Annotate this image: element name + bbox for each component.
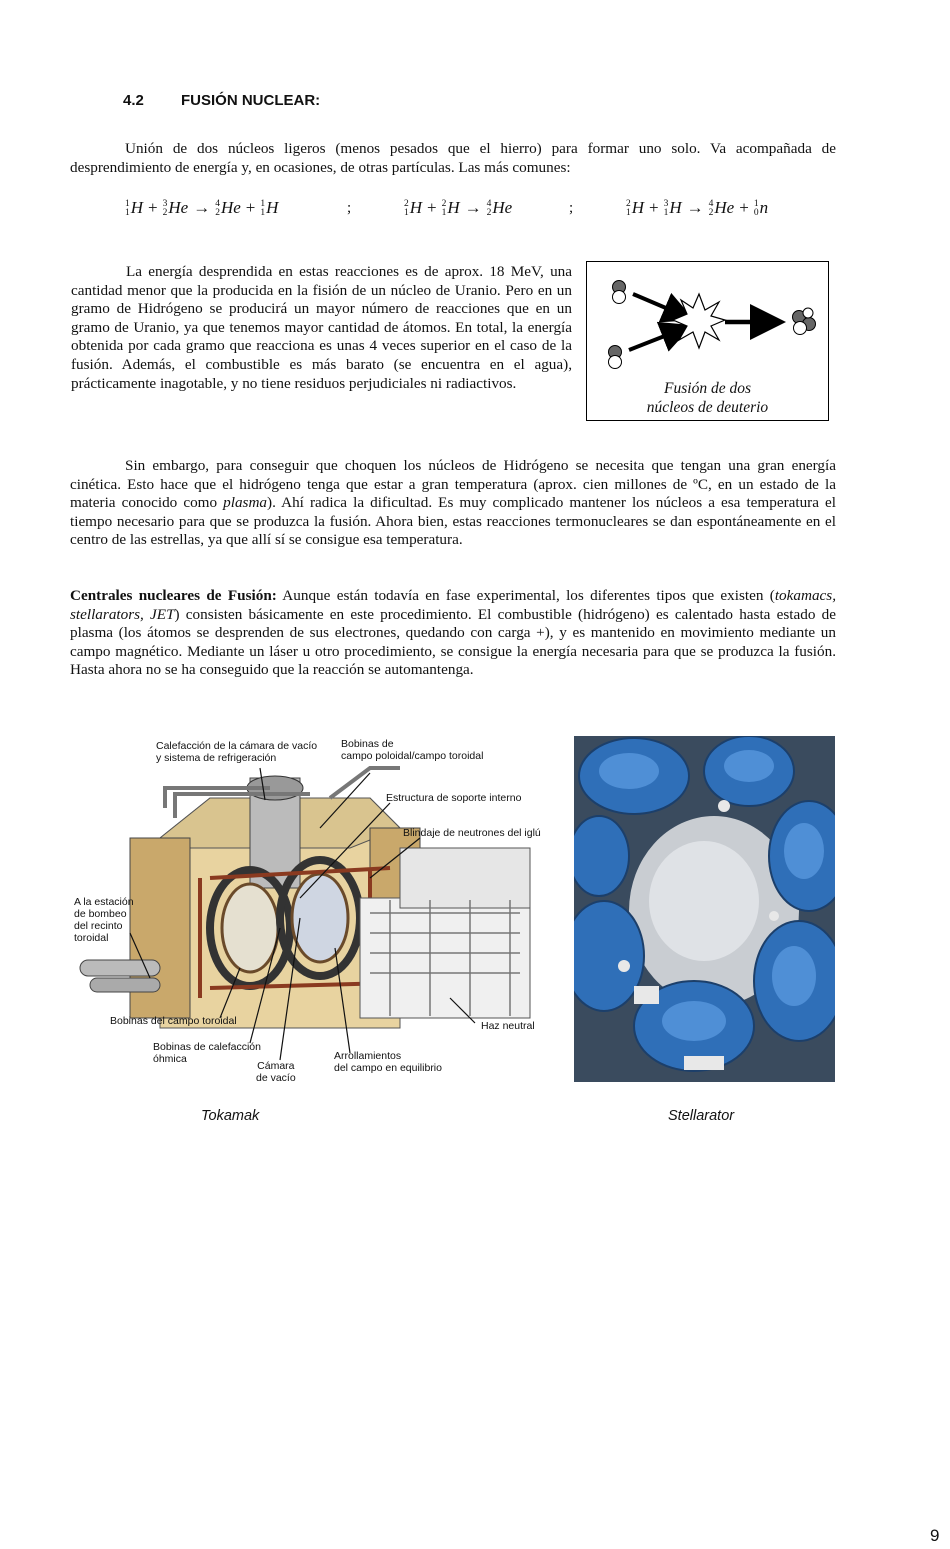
label-calefaccion: Calefacción de la cámara de vacío y sistema de refrigeración (156, 740, 318, 764)
nuclide: 2 1 H (404, 198, 423, 219)
temperature-paragraph (70, 457, 836, 550)
equation-operator: + (427, 198, 437, 217)
equation-3 (626, 198, 768, 218)
nuclide: 4 2 He (708, 198, 735, 219)
nuclide: 3 1 H (663, 198, 682, 219)
tokamak-illustration (70, 728, 560, 1098)
equation-operator: → (686, 198, 704, 217)
equation-operator: → (193, 198, 211, 217)
stellarator-drawing (574, 736, 835, 1082)
helium-nucleus (793, 308, 816, 335)
deuteron-bottom (609, 346, 622, 369)
equation-operator: + (245, 198, 256, 217)
caption-tokamak: Tokamak (201, 1108, 260, 1124)
label-blindaje: Blindaje de neutrones del iglú (403, 827, 541, 839)
label-estacion-bombeo: A la estación de bombeo del recinto toroidal (74, 896, 134, 944)
figure-caption-line-2: núcleos de deuterio (646, 399, 769, 416)
label-bobinas-toroidal: Bobinas del campo toroidal (110, 1015, 237, 1027)
section-title: FUSIÓN NUCLEAR: (181, 92, 321, 109)
fusion-plants-text-1: Aunque están todavía en fase experimental, los diferentes tipos que existen ( (276, 587, 775, 604)
nuclide: 4 2 He (486, 198, 513, 219)
label-arrollamientos: Arrollamientos del campo en equilibrio (334, 1050, 442, 1074)
fusion-plants-text-2: ) consisten básicamente en este procedimiento. El combustible (hidrógeno) es calentado hasta estado de plasma (los átomos se desprenden de sus electrones, quedando con carga +), y es mantenido en movimiento mediante un campo magnético. Mediante un láser u otro procedimiento, se consigue la energía necesaria para que se produzca la fusión. Hasta ahora no se ha conseguido que la reacción se automantenga. (70, 605, 836, 679)
arrow-top (633, 294, 687, 317)
tokamak-drawing (70, 728, 560, 1098)
intro-paragraph: Unión de dos núcleos ligeros (menos pesados que el hierro) para formar uno solo. Va acompañada de desprendimiento de energía y, en ocasiones, de otras partículas. Las más comunes: (70, 140, 836, 176)
stellarator-photo (574, 736, 835, 1082)
temperature-text-1: Sin embargo, para conseguir que choquen los núcleos de Hidrógeno se necesita que tengan una gran energía cinética. Esto hace que el hidrógeno tenga que estar a gran temperatura (aprox. cien millones de ºC, en un estado de la materia conocido como (70, 457, 836, 512)
page-number: 9 (930, 1526, 940, 1545)
fusion-plants-paragraph (70, 587, 836, 680)
equation-separator-1: ; (347, 200, 352, 216)
label-estructura: Estructura de soporte interno (386, 792, 522, 804)
temperature-italic: plasma (223, 494, 268, 512)
deuteron-top (613, 281, 626, 304)
fusion-diagram (587, 262, 827, 377)
nuclide: 2 1 H (626, 198, 645, 219)
label-haz-neutral: Haz neutral (481, 1020, 535, 1032)
collision-burst-icon (673, 294, 725, 348)
deuterium-fusion-figure (586, 261, 829, 421)
equation-operator: → (464, 198, 482, 217)
label-camara-vacio: Cámara de vacío (256, 1060, 296, 1084)
nuclide: 1 0 n (753, 198, 769, 219)
caption-stellarator: Stellarator (668, 1108, 735, 1124)
equation-operator: + (148, 198, 158, 217)
nuclide: 4 2 He (215, 198, 241, 219)
equation-separator-2: ; (569, 200, 574, 216)
energy-paragraph: La energía desprendida en estas reacciones es de aprox. 18 MeV, una cantidad menor que la producida en la fisión de un núcleo de Uranio. Pero en un gramo de Hidrógeno se producirá un mayor número de reacciones que en un gramo de Uranio, ya que tenemos mayor cantidad de átomos. En total, la energía obtenida por cada gramo que reacciona es unas 4 veces superior en el caso de la fusión. Además, el combustible es más barato (se encuentra en el agua), prácticamente inagotable, y no tiene residuos perjudiciales ni radiactivos. (71, 263, 572, 392)
nuclide: 1 1 H (260, 198, 279, 219)
nuclide: 1 1 H (125, 198, 144, 219)
equation-operator: + (739, 198, 749, 217)
fusion-plants-italic: tokamacs, stellarators, JET (70, 587, 836, 623)
nuclide: 2 1 H (441, 198, 460, 219)
equation-1 (125, 198, 278, 218)
equation-2 (404, 198, 512, 218)
section-heading (123, 92, 320, 109)
figure-caption-line-1: Fusión de dos (664, 380, 751, 397)
section-number: 4.2 (123, 92, 144, 109)
temperature-text-2: ). Ahí radica la dificultad. Es muy complicado mantener los núcleos a esa temperatura el tiempo necesario para que se produzca la fusión. Ahora bien, estas reacciones termonucleares se dan espontáneamente en el centro de las estrellas, ya que allí sí se consigue esa temperatura. (70, 494, 836, 549)
figure-caption (587, 379, 828, 417)
fusion-plants-heading: Centrales nucleares de Fusión: (70, 587, 277, 604)
label-calefaccion-ohmica: Bobinas de calefacción óhmica (153, 1041, 261, 1065)
equation-operator: + (649, 198, 659, 217)
arrow-bottom (629, 328, 685, 350)
nuclide: 3 2 He (162, 198, 189, 219)
label-bobinas-campo: Bobinas de campo poloidal/campo toroidal (341, 738, 484, 762)
